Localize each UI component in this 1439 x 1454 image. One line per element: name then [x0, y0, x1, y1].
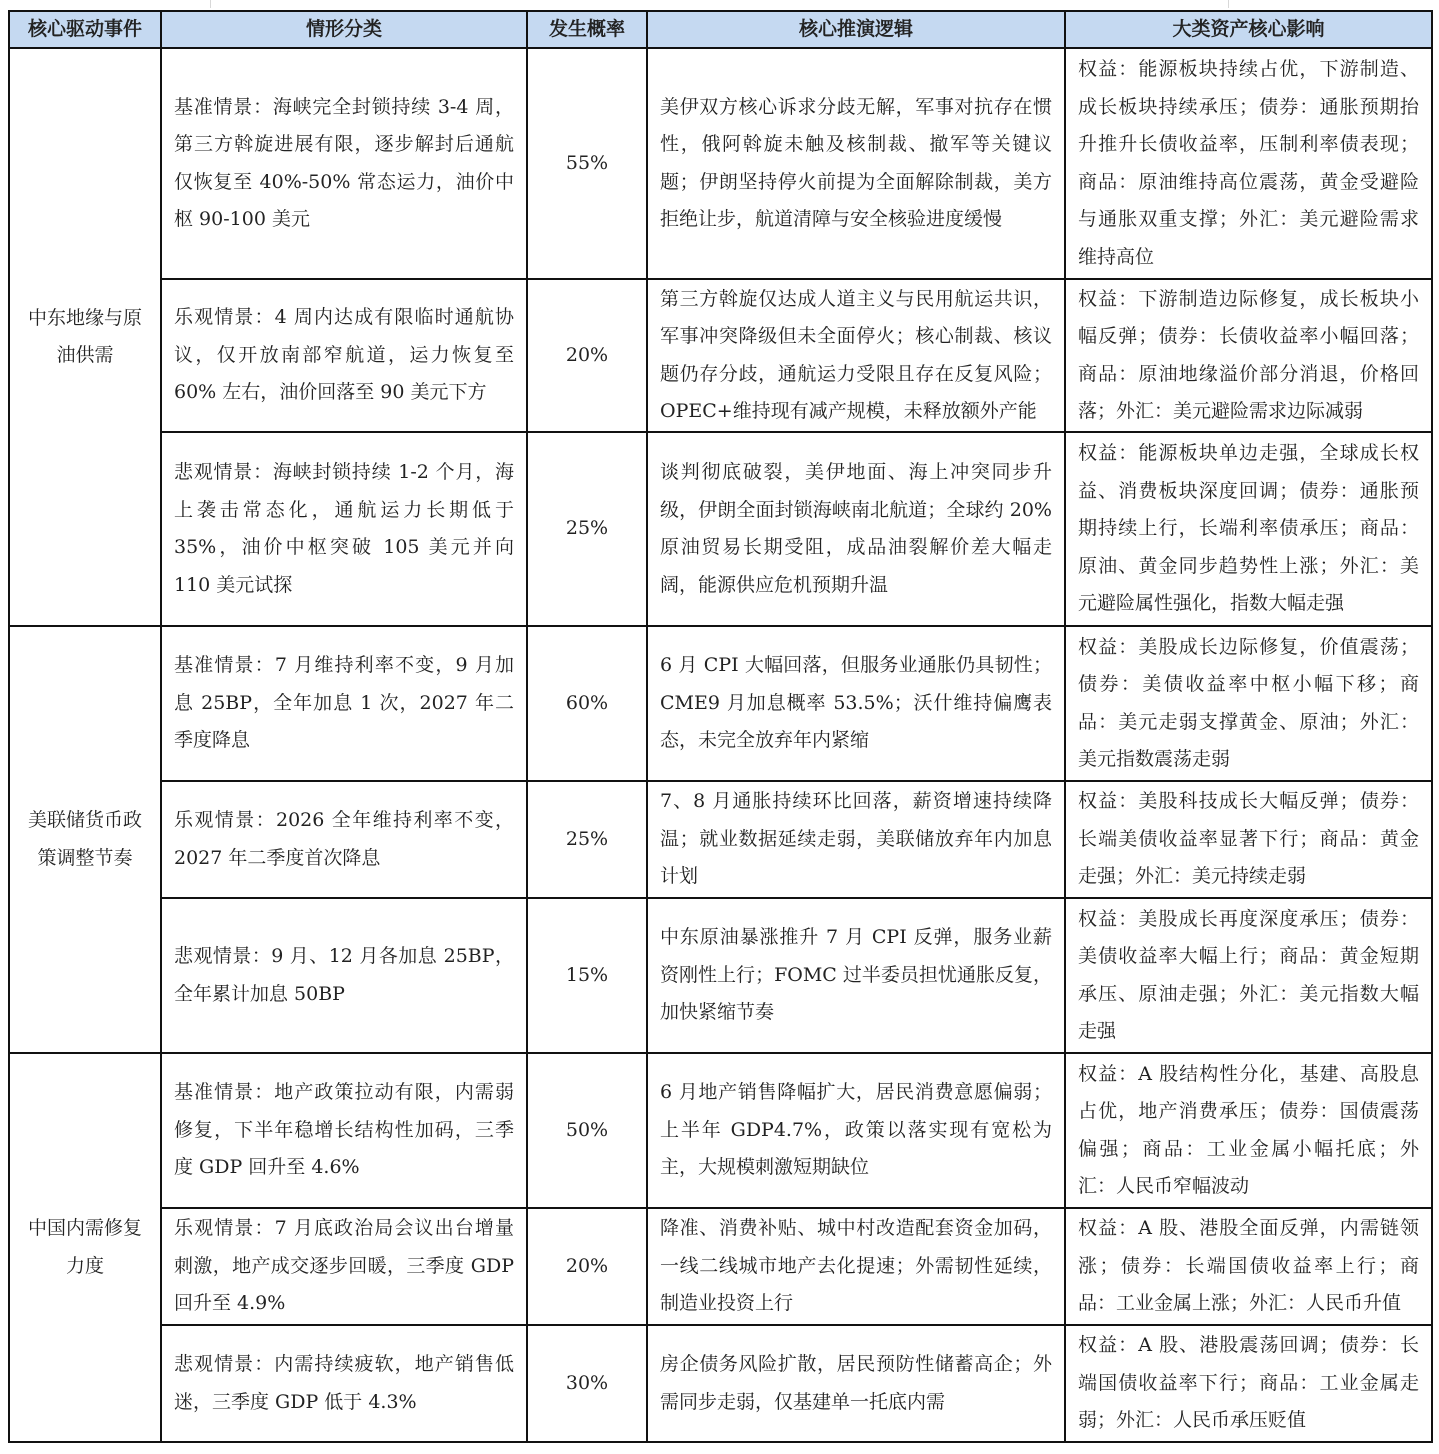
impact-cell: 权益：A 股、港股震荡回调；债券：长端国债收益率下行；商品：工业金属走弱；外汇：人民币承压贬值 — [1065, 1325, 1432, 1442]
table-row — [9, 1325, 1432, 1442]
logic-cell: 第三方斡旋仅达成人道主义与民用航运共识，军事冲突降级但未全面停火；核心制裁、核议题仍存分歧，通航运力受限且存在反复风险；OPEC+维持现有减产规模，未释放额外产能 — [647, 279, 1065, 432]
header-probability: 发生概率 — [527, 11, 647, 48]
table-row — [9, 626, 1432, 781]
probability-cell: 30% — [527, 1325, 647, 1442]
scenario-cell: 悲观情景：海峡封锁持续 1-2 个月，海上袭击常态化，通航运力长期低于 35%，油价中枢突破 105 美元并向 110 美元试探 — [161, 432, 527, 626]
top-mark-left — [210, 0, 211, 8]
header-row — [9, 11, 1432, 48]
page-top-edge — [0, 0, 1439, 8]
event-cell: 中东地缘与原油供需 — [9, 48, 161, 626]
probability-cell: 55% — [527, 48, 647, 279]
scenario-cell: 乐观情景：7 月底政治局会议出台增量刺激，地产成交逐步回暖，三季度 GDP 回升至 4.9% — [161, 1208, 527, 1325]
scenario-cell: 乐观情景：4 周内达成有限临时通航协议，仅开放南部窄航道，运力恢复至 60% 左右，油价回落至 90 美元下方 — [161, 279, 527, 432]
logic-cell: 美伊双方核心诉求分歧无解，军事对抗存在惯性，俄阿斡旋未触及核制裁、撤军等关键议题；伊朗坚持停火前提为全面解除制裁，美方拒绝让步，航道清障与安全核验进度缓慢 — [647, 48, 1065, 279]
logic-cell: 中东原油暴涨推升 7 月 CPI 反弹，服务业薪资刚性上行；FOMC 过半委员担忧通胀反复，加快紧缩节奏 — [647, 898, 1065, 1053]
probability-cell: 20% — [527, 279, 647, 432]
impact-cell: 权益：美股成长边际修复，价值震荡；债券：美债收益率中枢小幅下移；商品：美元走弱支撑黄金、原油；外汇：美元指数震荡走弱 — [1065, 626, 1432, 781]
event-cell: 美联储货币政策调整节奏 — [9, 626, 161, 1053]
logic-cell: 7、8 月通胀持续环比回落，薪资增速持续降温；就业数据延续走弱，美联储放弃年内加息计划 — [647, 781, 1065, 898]
impact-cell: 权益：A 股、港股全面反弹，内需链领涨；债券：长端国债收益率上行；商品：工业金属上涨；外汇：人民币升值 — [1065, 1208, 1432, 1325]
impact-cell: 权益：美股科技成长大幅反弹；债券：长端美债收益率显著下行；商品：黄金走强；外汇：美元持续走弱 — [1065, 781, 1432, 898]
logic-cell: 6 月 CPI 大幅回落，但服务业通胀仍具韧性；CME9 月加息概率 53.5%；沃什维持偏鹰表态，未完全放弃年内紧缩 — [647, 626, 1065, 781]
table-row — [9, 48, 1432, 279]
scenario-cell: 基准情景：7 月维持利率不变，9 月加息 25BP，全年加息 1 次，2027 年二季度降息 — [161, 626, 527, 781]
scenario-cell: 悲观情景：内需持续疲软，地产销售低迷，三季度 GDP 低于 4.3% — [161, 1325, 527, 1442]
table-row — [9, 898, 1432, 1053]
probability-cell: 50% — [527, 1053, 647, 1208]
logic-cell: 谈判彻底破裂，美伊地面、海上冲突同步升级，伊朗全面封锁海峡南北航道；全球约 20%原油贸易长期受阻，成品油裂解价差大幅走阔，能源供应危机预期升温 — [647, 432, 1065, 626]
scenario-cell: 基准情景：地产政策拉动有限，内需弱修复，下半年稳增长结构性加码，三季度 GDP 回升至 4.6% — [161, 1053, 527, 1208]
scenario-cell: 基准情景：海峡完全封锁持续 3-4 周，第三方斡旋进展有限，逐步解封后通航仅恢复至 40%-50% 常态运力，油价中枢 90-100 美元 — [161, 48, 527, 279]
scenario-cell: 乐观情景：2026 全年维持利率不变，2027 年二季度首次降息 — [161, 781, 527, 898]
header-event: 核心驱动事件 — [9, 11, 161, 48]
header-scenario: 情形分类 — [161, 11, 527, 48]
impact-cell: 权益：美股成长再度深度承压；债券：美债收益率大幅上行；商品：黄金短期承压、原油走强；外汇：美元指数大幅走强 — [1065, 898, 1432, 1053]
logic-cell: 6 月地产销售降幅扩大，居民消费意愿偏弱；上半年 GDP4.7%，政策以落实现有宽松为主，大规模刺激短期缺位 — [647, 1053, 1065, 1208]
top-mark-right — [1228, 0, 1229, 8]
probability-cell: 25% — [527, 781, 647, 898]
header-logic: 核心推演逻辑 — [647, 11, 1065, 48]
header-impact: 大类资产核心影响 — [1065, 11, 1432, 48]
probability-cell: 25% — [527, 432, 647, 626]
table-row — [9, 1053, 1432, 1208]
logic-cell: 降准、消费补贴、城中村改造配套资金加码，一线二线城市地产去化提速；外需韧性延续，制造业投资上行 — [647, 1208, 1065, 1325]
logic-cell: 房企债务风险扩散，居民预防性储蓄高企；外需同步走弱，仅基建单一托底内需 — [647, 1325, 1065, 1442]
table-row — [9, 279, 1432, 432]
impact-cell: 权益：能源板块持续占优，下游制造、成长板块持续承压；债券：通胀预期抬升推升长债收益率，压制利率债表现；商品：原油维持高位震荡，黄金受避险与通胀双重支撑；外汇：美元避险需求维持高位 — [1065, 48, 1432, 279]
probability-cell: 20% — [527, 1208, 647, 1325]
table-row — [9, 781, 1432, 898]
event-cell: 中国内需修复力度 — [9, 1053, 161, 1442]
table-row — [9, 432, 1432, 626]
probability-cell: 15% — [527, 898, 647, 1053]
scenario-table — [8, 10, 1433, 1443]
table-row — [9, 1208, 1432, 1325]
impact-cell: 权益：能源板块单边走强，全球成长权益、消费板块深度回调；债券：通胀预期持续上行，长端利率债承压；商品：原油、黄金同步趋势性上涨；外汇：美元避险属性强化，指数大幅走强 — [1065, 432, 1432, 626]
scenario-cell: 悲观情景：9 月、12 月各加息 25BP，全年累计加息 50BP — [161, 898, 527, 1053]
impact-cell: 权益：下游制造边际修复，成长板块小幅反弹；债券：长债收益率小幅回落；商品：原油地缘溢价部分消退，价格回落；外汇：美元避险需求边际减弱 — [1065, 279, 1432, 432]
probability-cell: 60% — [527, 626, 647, 781]
impact-cell: 权益：A 股结构性分化，基建、高股息占优，地产消费承压；债券：国债震荡偏强；商品：工业金属小幅托底；外汇：人民币窄幅波动 — [1065, 1053, 1432, 1208]
